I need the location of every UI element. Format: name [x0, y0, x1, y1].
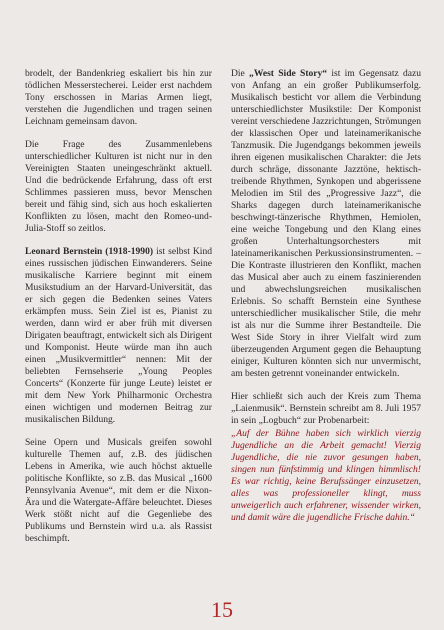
wss-text: ist im Gegensatz dazu von Anfang an ein großer Publikumserfolg. Musikalisch besticht vor allem die Verbindung unterschiedlichster Musikstile: Der Komponist vereint verschiedene Jazzrichtungen, Strömungen der klassischen Oper und lateinamerikanische Tanzmusik. Die Jugendgangs bekommen jeweils ihren eigenen musikalischen Charakter: die Jets durch schräge, dissonante Jazztöne, hektisch-treibende Rhythmen, Synkopen und abgerissene Melodien im Stil des „Progressive Jazz“, die Sharks dagegen durch lateinamerikanische beschwingt-tänzerische Rhythmen, Hemiolen, eine weiche Tongebung und den Klang eines großen Unterhaltungsorchesters mit lateinamerikanischen Perkussionsinstrumenten. – Die Kontraste illustrieren den Konflikt, machen das Musical aber auch zu einem faszinierenden und abwechslungsreichen musikalischen Erlebnis. So schafft Bernstein eine Synthese unterschiedlicher musikalischer Stile, die mehr ist als nur die Summe ihrer Bestandteile. Die West Side Story in ihrer Vielfalt wird zum überzeugenden Argument gegen die Behauptung einiger, Kulturen könnten sich nur unvermischt, am besten getrennt voneinander entwickeln.: [231, 68, 421, 379]
right-column: [231, 68, 421, 535]
paragraph-operas: Seine Opern und Musicals greifen sowohl kulturelle Themen auf, z.B. des jüdischen Lebens in Amerika, wie auch höchst aktuelle politische Konflikte, so z.B. das Musical „1600 Pennsylvania Avenue“, mit dem er die Nixon-Ära und die Watergate-Affäre beleuchtet. Dieses Werk stößt nicht auf die Gegenliebe des Publikums und Bernstein wird u.a. als Rassist beschimpft.: [25, 437, 212, 544]
paragraph-bernstein-bio: [25, 246, 212, 426]
paragraph-gang-war: brodelt, der Bandenkrieg eskaliert bis hin zur tödlichen Messerstecherei. Leider erst nachdem Tony erschossen in Marias Armen liegt, verstehen die Jugendlichen und tragen seinen Leichnam gemeinsam davon.: [25, 68, 212, 127]
bernstein-heading: Leonard Bernstein (1918-1990): [25, 246, 154, 257]
paragraph-west-side-story: [231, 68, 421, 380]
paragraph-laienmusik: Hier schließt sich auch der Kreis zum Thema „Laienmusik“. Bernstein schreibt am 8. Juli 1957 in sein „Logbuch“ zur Probenarbeit:: [231, 391, 421, 426]
paragraph-cultures: Die Frage des Zusammenlebens unterschiedlicher Kulturen ist nicht nur in den Vereinigten Staaten uneingeschränkt aktuell. Und die bedrückende Erfahrung, dass oft erst Schlimmes passieren muss, bevor Menschen bereit und fähig sind, sich aus hoch eskalierten Konflikten zu lösen, macht den Romeo-und-Julia-Stoff so zeitlos.: [25, 139, 212, 234]
wss-prefix: Die: [231, 68, 250, 79]
bernstein-quote: „Auf der Bühne haben sich wirklich vierzig Jugendliche an die Arbeit gemacht! Vierzig Jugendliche, die nie zuvor gesungen haben, singen nun fünfstimmig und klingen himmlisch! Es war richtig, keine Berufssänger einzusetzen, alles was professioneller klingt, muss unweigerlich auch erfahrener, wissender wirken, und damit wäre die jugendliche Frische dahin.“: [231, 428, 421, 523]
bernstein-bio-text: ist selbst Kind eines russischen jüdischen Einwanderers. Seine musikalische Karriere beginnt mit einem Musikstudium an der Harvard-Universität, das er sich gegen die Bedenken seines Vaters erkämpfen muss. Sein Ziel ist es, Pianist zu werden, dann wird er aber früh mit diversen Dirigaten beauftragt, entwickelt sich als Dirigent und Komponist. Heute würde man ihn auch einen „Musikvermittler“ nennen: Mit der beliebten Fernsehserie „Young Peoples Concerts“ (Konzerte für junge Leute) leistet er mit dem New York Philharmonic Orchestra einen wichtigen und modernen Beitrag zur musikalischen Bildung.: [25, 246, 212, 425]
wss-heading: „West Side Story“: [249, 68, 328, 79]
page-number: 15: [211, 597, 233, 622]
left-column: [25, 68, 212, 556]
